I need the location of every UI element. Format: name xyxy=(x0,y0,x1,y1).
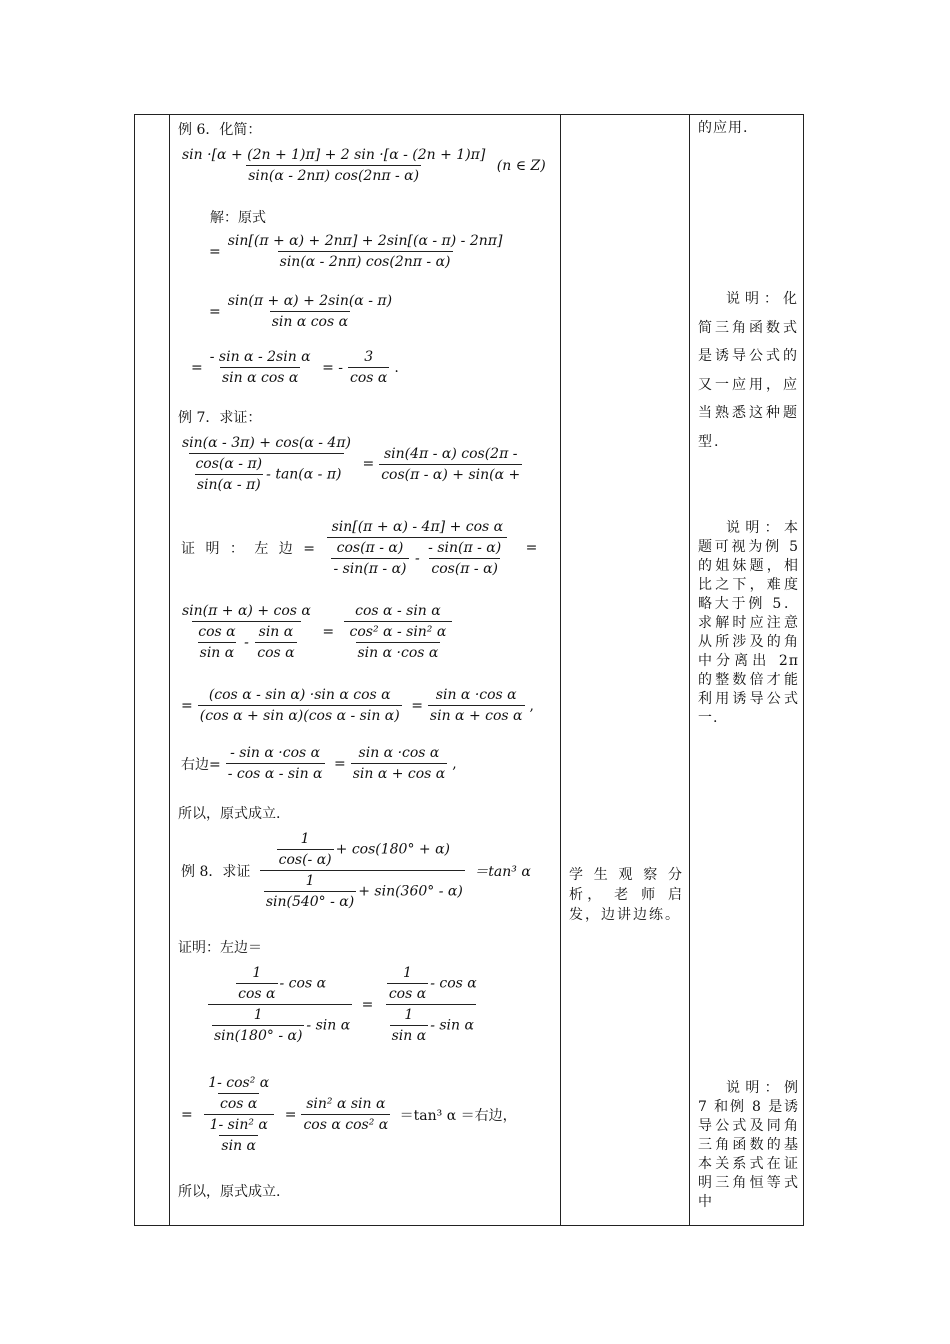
lesson-table xyxy=(134,114,804,1226)
notes-column xyxy=(690,115,805,1225)
example7-proof-step2: sin(π + α) + cos α $\frac{\text{cos α}}{\text{sin α}}$ - $\frac{\text{sin α}}{\text{cos α}}$ = $\frac{\text{cos α - sin α}}{\frac{\text{cos² α - sin² α}}{\text{sin α ·cos α}}}$ xyxy=(178,603,454,661)
example7-proof-step1: 证 明 ： 左 边 = sin[(π + α) - 4π] + cos α $\frac{\cos(\pi - \alpha)}{- \sin(\pi - \alpha)}$ - $\frac{- \sin(\pi - \alpha)}{\cos(\pi - \alpha)}$ = xyxy=(181,519,538,577)
note-continuation: 的应用. xyxy=(698,120,749,136)
example8-conclusion: 所以，原式成立. xyxy=(178,1184,281,1200)
example7-right-side: 右边= $\frac{\text{- sin α ·cos α}}{\text{- cos α - sin α}}$ = $\frac{\text{sin α ·cos α}}{\text{sin α + cos α}}$ , xyxy=(181,745,457,782)
note-example6: 说明：化简三角函数式是诱导公式的又一应用，应当熟悉这种题型. xyxy=(698,291,799,450)
content-column xyxy=(170,115,561,1225)
activity-column xyxy=(561,115,690,1225)
example8-identity: 例 8．求证 $\frac{1}{\cos(- \alpha)}$ + cos(180° + α) $\frac{1}{\sin(540^\circ - \alpha)}$ + sin(360° - α) ＝tan³ α xyxy=(181,831,531,910)
note-example7: 说明：本题可视为例 5 的姐妹题，相比之下，难度略大于例 5．求解时应注意从所涉及的角中分离出 2π 的整数倍才能利用诱导公式一. xyxy=(698,520,799,726)
teaching-activity: 学 生 观 察 分析， 老 师 启 发，边讲边练。 xyxy=(569,867,684,923)
example7-proof-step3: = $\frac{\text{(cos α - sin α) ·sin α cos α}}{\text{(cos α + sin α)(cos α - sin α)}}$ = $\frac{\text{sin α ·cos α}}{\text{sin α + cos α}}$ , xyxy=(181,687,534,724)
example6-solution-label: 解：原式 xyxy=(210,210,266,226)
example7-title: 例 7．求证： xyxy=(178,410,262,426)
example7-identity: sin(α - 3π) + cos(α - 4π) $\frac{\cos(\alpha - \pi)}{\sin(\alpha - \pi)}$ - tan(α - π) = $\frac{\sin(4\pi - \alpha) \cos(2\pi -}{\cos(\pi - \alpha) + \sin(\alpha +}$ xyxy=(182,435,521,493)
example6-title: 例 6．化简： xyxy=(178,122,262,138)
note-example8: 说明：例 7 和例 8 是诱导公式及同角三角函数的基本关系式在证明三角恒等式中 xyxy=(698,1080,799,1210)
example8-proof-step1: $\frac{1}{\text{cos α}}$ - cos α $\frac{1}{\sin(180^\circ - \alpha)}$ - sin α = $\frac{1}{\text{cos α}}$ - cos α $\frac{1}{\text{sin α}}$ - sin α xyxy=(206,965,481,1044)
example8-proof-label: 证明：左边＝ xyxy=(178,940,262,956)
example6-expression: $\frac{\sin \cdot[\alpha + (2n + 1)\pi] + 2 \sin \cdot[\alpha - (2n + 1)\pi]}{\sin(\alpha - 2n\pi) \cos(2n\pi - \alpha)}$ (n ∈ Z) xyxy=(182,147,546,184)
example7-conclusion: 所以，原式成立. xyxy=(178,806,281,822)
example6-step2: = $\frac{\sin(\pi + \alpha) + 2\sin(\alpha - \pi)}{\text{sin α cos α}}$ xyxy=(209,293,393,330)
example6-step1: = $\frac{\sin[(\pi + \alpha) + 2n\pi] + 2\sin[(\alpha - \pi) - 2n\pi]}{\sin(\alpha - 2n\pi) \cos(2n\pi - \alpha)}$ xyxy=(209,233,503,270)
example6-step3: = $\frac{\text{- sin α - 2sin α}}{\text{sin α cos α}}$ = - $\frac{3}{\text{cos α}}$ . xyxy=(191,349,399,386)
example8-proof-step2: = $\frac{\frac{\text{1- cos² α}}{\text{cos α}}}{\frac{\text{1- sin² α}}{\text{sin α}}}$ = $\frac{\text{sin² α sin α}}{\text{cos α cos² α}}$ ＝tan³ α ＝右边， xyxy=(181,1075,517,1154)
